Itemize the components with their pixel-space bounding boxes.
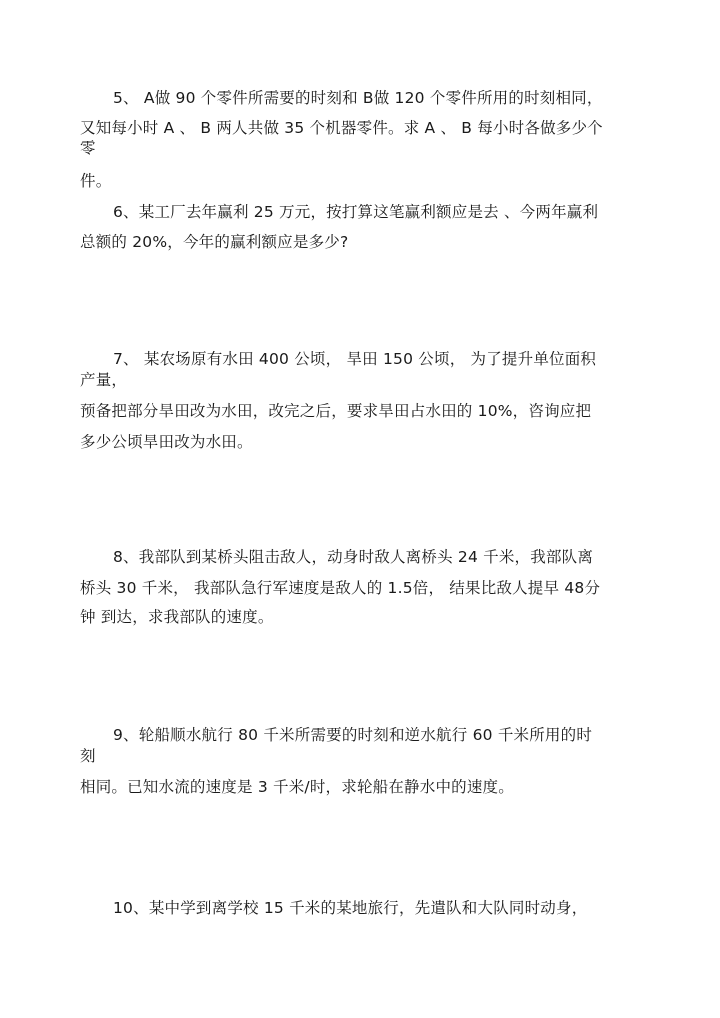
problem-5-line-2: 又知每小时 A 、 B 两人共做 35 个机器零件。求 A 、 B 每小时各做多少个 (80, 119, 603, 137)
problem-7-line-1: 7、 某农场原有水田 400 公顷， 旱田 150 公顷， 为了提升单位面积 (113, 350, 597, 368)
problem-5-line-4: 件。 (80, 172, 112, 190)
problem-7-line-3: 预备把部分旱田改为水田，改完之后，要求旱田占水田的 10%，咨询应把 (80, 402, 592, 420)
problem-6-line-2: 总额的 20%，今年的赢利额应是多少? (80, 233, 349, 251)
problem-5-line-3: 零 (80, 139, 96, 157)
problem-8-line-1: 8、我部队到某桥头阻击敌人，动身时敌人离桥头 24 千米，我部队离 (113, 548, 594, 566)
problem-9-line-1: 9、轮船顺水航行 80 千米所需要的时刻和逆水航行 60 千米所用的时 (113, 726, 593, 744)
problem-8-line-3: 钟 到达，求我部队的速度。 (80, 608, 274, 626)
problem-7-line-2: 产量， (80, 371, 128, 389)
problem-8-line-2: 桥头 30 千米， 我部队急行军速度是敌人的 1.5倍， 结果比敌人提早 48分 (80, 579, 601, 597)
problem-5-line-1: 5、 A做 90 个零件所需要的时刻和 B做 120 个零件所用的时刻相同， (113, 89, 603, 107)
problem-9-line-3: 相同。已知水流的速度是 3 千米/时，求轮船在静水中的速度。 (80, 778, 514, 796)
problem-6-line-1: 6、某工厂去年赢利 25 万元，按打算这笔赢利额应是去 、今两年赢利 (113, 203, 599, 221)
problem-9-line-2: 刻 (80, 747, 96, 765)
problem-10-line-1: 10、某中学到离学校 15 千米的某地旅行，先遣队和大队同时动身， (113, 899, 588, 917)
problem-7-line-4: 多少公顷旱田改为水田。 (80, 433, 253, 451)
